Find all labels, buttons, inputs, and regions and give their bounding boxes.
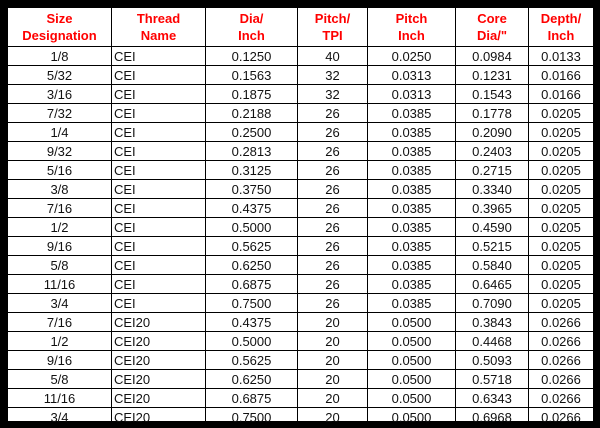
pitch-cell: 0.0385: [368, 294, 456, 313]
table-row: [8, 218, 594, 237]
table-row: [8, 389, 594, 408]
core-dia-cell: 0.3965: [456, 199, 529, 218]
core-dia-cell: 0.4590: [456, 218, 529, 237]
header-line: Inch: [398, 28, 425, 43]
tpi-cell: 20: [298, 332, 368, 351]
core-dia-cell: 0.2090: [456, 123, 529, 142]
dia-cell: 0.6250: [206, 256, 298, 275]
core-dia-cell: 0.6968: [456, 408, 529, 427]
pitch-cell: 0.0500: [368, 313, 456, 332]
dia-cell: 0.5625: [206, 237, 298, 256]
tpi-cell: 26: [298, 256, 368, 275]
dia-cell: 0.5000: [206, 218, 298, 237]
size-cell: 7/32: [8, 104, 112, 123]
size-cell: 1/4: [8, 123, 112, 142]
core-dia-cell: 0.1231: [456, 66, 529, 85]
tpi-cell: 32: [298, 66, 368, 85]
header-line: Inch: [238, 28, 265, 43]
depth-cell: 0.0266: [529, 408, 594, 427]
size-cell: 1/2: [8, 332, 112, 351]
dia-cell: 0.6875: [206, 389, 298, 408]
pitch-cell: 0.0385: [368, 142, 456, 161]
table-row: [8, 256, 594, 275]
thread-name-cell: CEI20: [112, 351, 206, 370]
size-cell: 5/16: [8, 161, 112, 180]
table-row: [8, 180, 594, 199]
table-row: [8, 313, 594, 332]
size-cell: 7/16: [8, 313, 112, 332]
core-dia-cell: 0.6465: [456, 275, 529, 294]
table-row: [8, 47, 594, 66]
pitch-cell: 0.0500: [368, 408, 456, 427]
tpi-cell: 26: [298, 161, 368, 180]
pitch-cell: 0.0313: [368, 85, 456, 104]
core-dia-cell: 0.5840: [456, 256, 529, 275]
size-cell: 3/4: [8, 408, 112, 427]
core-dia-cell: 0.6343: [456, 389, 529, 408]
pitch-cell: 0.0385: [368, 199, 456, 218]
size-cell: 5/32: [8, 66, 112, 85]
tpi-cell: 20: [298, 351, 368, 370]
dia-cell: 0.4375: [206, 313, 298, 332]
depth-cell: 0.0166: [529, 85, 594, 104]
header-thread-name: [112, 8, 206, 47]
thread-name-cell: CEI20: [112, 332, 206, 351]
pitch-cell: 0.0385: [368, 104, 456, 123]
tpi-cell: 26: [298, 237, 368, 256]
header-pitch-tpi: [298, 8, 368, 47]
depth-cell: 0.0205: [529, 275, 594, 294]
core-dia-cell: 0.3843: [456, 313, 529, 332]
core-dia-cell: 0.5215: [456, 237, 529, 256]
header-core-dia: [456, 8, 529, 47]
dia-cell: 0.2500: [206, 123, 298, 142]
dia-cell: 0.3750: [206, 180, 298, 199]
depth-cell: 0.0266: [529, 313, 594, 332]
tpi-cell: 20: [298, 370, 368, 389]
table-row: [8, 237, 594, 256]
header-line: Dia/: [239, 11, 264, 26]
dia-cell: 0.1563: [206, 66, 298, 85]
size-cell: 7/16: [8, 199, 112, 218]
table-row: [8, 199, 594, 218]
table-header: [8, 8, 594, 47]
core-dia-cell: 0.2403: [456, 142, 529, 161]
header-line: Pitch: [395, 11, 428, 26]
thread-name-cell: CEI: [112, 161, 206, 180]
size-cell: 9/16: [8, 237, 112, 256]
pitch-cell: 0.0385: [368, 256, 456, 275]
header-row: [8, 8, 594, 47]
dia-cell: 0.6250: [206, 370, 298, 389]
core-dia-cell: 0.0984: [456, 47, 529, 66]
tpi-cell: 26: [298, 199, 368, 218]
depth-cell: 0.0266: [529, 332, 594, 351]
depth-cell: 0.0205: [529, 294, 594, 313]
depth-cell: 0.0266: [529, 389, 594, 408]
size-cell: 3/4: [8, 294, 112, 313]
pitch-cell: 0.0385: [368, 123, 456, 142]
thread-name-cell: CEI20: [112, 389, 206, 408]
dia-cell: 0.3125: [206, 161, 298, 180]
thread-size-table: [7, 7, 594, 427]
table-row: [8, 275, 594, 294]
thread-name-cell: CEI: [112, 199, 206, 218]
pitch-cell: 0.0500: [368, 332, 456, 351]
thread-name-cell: CEI: [112, 218, 206, 237]
thread-name-cell: CEI20: [112, 313, 206, 332]
thread-name-cell: CEI: [112, 85, 206, 104]
depth-cell: 0.0205: [529, 237, 594, 256]
thread-name-cell: CEI: [112, 256, 206, 275]
dia-cell: 0.6875: [206, 275, 298, 294]
depth-cell: 0.0205: [529, 256, 594, 275]
size-cell: 11/16: [8, 389, 112, 408]
header-line: Designation: [22, 28, 97, 43]
pitch-cell: 0.0385: [368, 180, 456, 199]
core-dia-cell: 0.5718: [456, 370, 529, 389]
core-dia-cell: 0.1543: [456, 85, 529, 104]
core-dia-cell: 0.1778: [456, 104, 529, 123]
header-line: TPI: [322, 28, 343, 43]
header-line: Dia/": [476, 28, 507, 43]
size-cell: 3/8: [8, 180, 112, 199]
header-line: Name: [140, 28, 177, 43]
pitch-cell: 0.0385: [368, 161, 456, 180]
header-line: Thread: [136, 11, 181, 26]
size-cell: 5/8: [8, 370, 112, 389]
tpi-cell: 20: [298, 389, 368, 408]
pitch-cell: 0.0385: [368, 237, 456, 256]
core-dia-cell: 0.5093: [456, 351, 529, 370]
header-depth-inch: [529, 8, 594, 47]
depth-cell: 0.0205: [529, 123, 594, 142]
thread-name-cell: CEI: [112, 123, 206, 142]
header-line: Size: [46, 11, 73, 26]
tpi-cell: 26: [298, 104, 368, 123]
dia-cell: 0.7500: [206, 408, 298, 427]
tpi-cell: 26: [298, 218, 368, 237]
tpi-cell: 26: [298, 294, 368, 313]
table-row: [8, 66, 594, 85]
thread-name-cell: CEI20: [112, 408, 206, 427]
table-row: [8, 370, 594, 389]
thread-name-cell: CEI: [112, 47, 206, 66]
thread-name-cell: CEI: [112, 104, 206, 123]
pitch-cell: 0.0500: [368, 370, 456, 389]
thread-name-cell: CEI: [112, 66, 206, 85]
pitch-cell: 0.0500: [368, 389, 456, 408]
table-row: [8, 85, 594, 104]
size-cell: 11/16: [8, 275, 112, 294]
header-dia-inch: [206, 8, 298, 47]
depth-cell: 0.0205: [529, 199, 594, 218]
thread-name-cell: CEI: [112, 142, 206, 161]
dia-cell: 0.4375: [206, 199, 298, 218]
size-cell: 9/16: [8, 351, 112, 370]
dia-cell: 0.1250: [206, 47, 298, 66]
table-row: [8, 294, 594, 313]
thread-name-cell: CEI: [112, 237, 206, 256]
core-dia-cell: 0.2715: [456, 161, 529, 180]
dia-cell: 0.7500: [206, 294, 298, 313]
header-size-designation: [8, 8, 112, 47]
core-dia-cell: 0.7090: [456, 294, 529, 313]
pitch-cell: 0.0313: [368, 66, 456, 85]
pitch-cell: 0.0385: [368, 275, 456, 294]
thread-name-cell: CEI20: [112, 370, 206, 389]
tpi-cell: 40: [298, 47, 368, 66]
tpi-cell: 26: [298, 123, 368, 142]
thread-name-cell: CEI: [112, 275, 206, 294]
size-cell: 5/8: [8, 256, 112, 275]
depth-cell: 0.0205: [529, 142, 594, 161]
size-cell: 1/8: [8, 47, 112, 66]
table-row: [8, 161, 594, 180]
core-dia-cell: 0.3340: [456, 180, 529, 199]
depth-cell: 0.0205: [529, 161, 594, 180]
tpi-cell: 32: [298, 85, 368, 104]
tpi-cell: 26: [298, 142, 368, 161]
table-body: [8, 47, 594, 427]
tpi-cell: 26: [298, 275, 368, 294]
table-row: [8, 408, 594, 427]
pitch-cell: 0.0500: [368, 351, 456, 370]
thread-name-cell: CEI: [112, 294, 206, 313]
dia-cell: 0.5000: [206, 332, 298, 351]
header-pitch-inch: [368, 8, 456, 47]
size-cell: 1/2: [8, 218, 112, 237]
table-row: [8, 332, 594, 351]
depth-cell: 0.0133: [529, 47, 594, 66]
pitch-cell: 0.0385: [368, 218, 456, 237]
thread-name-cell: CEI: [112, 180, 206, 199]
depth-cell: 0.0266: [529, 351, 594, 370]
depth-cell: 0.0166: [529, 66, 594, 85]
table-row: [8, 104, 594, 123]
dia-cell: 0.2188: [206, 104, 298, 123]
depth-cell: 0.0205: [529, 104, 594, 123]
header-line: Depth/: [540, 11, 582, 26]
core-dia-cell: 0.4468: [456, 332, 529, 351]
tpi-cell: 20: [298, 408, 368, 427]
dia-cell: 0.5625: [206, 351, 298, 370]
tpi-cell: 20: [298, 313, 368, 332]
table-row: [8, 142, 594, 161]
size-cell: 3/16: [8, 85, 112, 104]
depth-cell: 0.0205: [529, 218, 594, 237]
dia-cell: 0.2813: [206, 142, 298, 161]
size-cell: 9/32: [8, 142, 112, 161]
pitch-cell: 0.0250: [368, 47, 456, 66]
table-row: [8, 351, 594, 370]
header-line: Core: [477, 11, 507, 26]
depth-cell: 0.0266: [529, 370, 594, 389]
table-frame: [7, 7, 593, 425]
dia-cell: 0.1875: [206, 85, 298, 104]
table-row: [8, 123, 594, 142]
depth-cell: 0.0205: [529, 180, 594, 199]
tpi-cell: 26: [298, 180, 368, 199]
header-line: Pitch/: [314, 11, 351, 26]
header-line: Inch: [547, 28, 575, 43]
